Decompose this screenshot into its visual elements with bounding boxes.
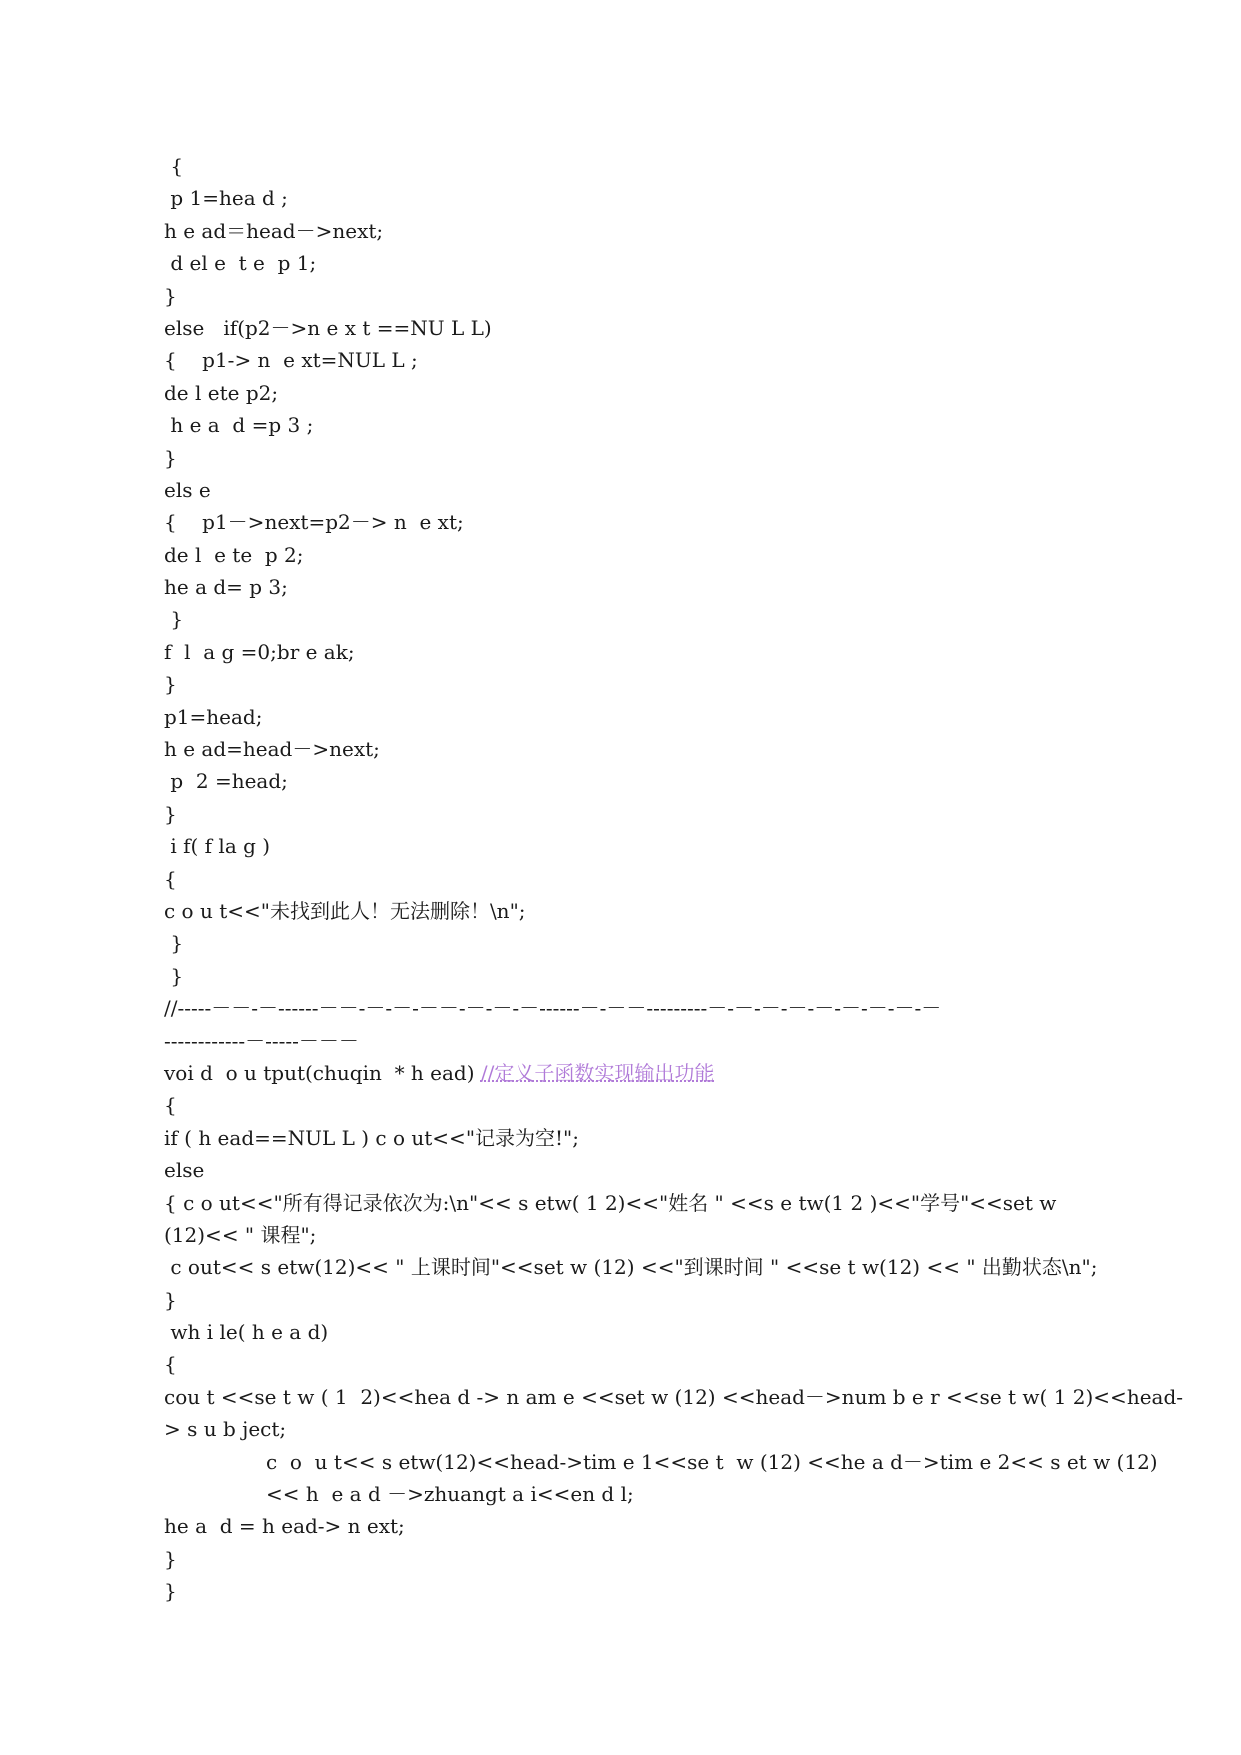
code-listing [164, 150, 1184, 1608]
code-line: { p1-> n e xt=NUL L ; [164, 348, 418, 373]
function-signature: voi d o u tput(chuqin * h ead) [164, 1060, 481, 1085]
code-line: { c o ut<<"所有得记录依次为:\n"<< s etw( 1 2)<<"姓名 " <<s e tw(1 2 )<<"学号"<<set w [164, 1190, 1057, 1215]
code-line: c o u t<< s etw(12)<<head->tim e 1<<se t w (12) <<he a d－>tim e 2<< s et w (12) [266, 1449, 1158, 1474]
code-line: c o u t<<"未找到此人！无法删除！\n"; [164, 898, 526, 923]
code-line: f l a g =0;br e ak; [164, 639, 355, 664]
code-line: { p1－>next=p2－> n e xt; [164, 510, 464, 535]
code-line: } [164, 445, 177, 470]
code-line: h e a d =p 3 ; [164, 413, 314, 438]
code-line: } [164, 1287, 177, 1312]
code-line: { [164, 866, 177, 891]
code-line: he a d = h ead-> n ext; [164, 1514, 405, 1539]
code-line: if ( h ead==NUL L ) c o ut<<"记录为空!"; [164, 1125, 579, 1150]
code-line: } [164, 801, 177, 826]
code-line: else if(p2－>n e x t ==NU L L) [164, 315, 492, 340]
code-line: i f( f la g ) [164, 834, 271, 859]
code-line: } [164, 672, 177, 697]
code-line: h e ad=head－>next; [164, 737, 380, 762]
code-line: } [164, 963, 184, 988]
code-line: de l e te p 2; [164, 542, 304, 567]
code-line: de l ete p2; [164, 380, 279, 405]
code-line: d el e t e p 1; [164, 251, 317, 276]
code-line: wh i le( h e a d) [164, 1320, 329, 1345]
code-line: { [164, 154, 184, 178]
function-signature-line [164, 1057, 1114, 1089]
code-line: else [164, 1158, 205, 1183]
code-line: p1=head; [164, 704, 263, 729]
code-line: cou t <<se t w ( 1 2)<<hea d -> n am e <<set w (12) <<head－>num b e r <<se t w( 1 2)<<head- [164, 1384, 1184, 1409]
code-line: p 2 =head; [164, 769, 288, 794]
separator-line: //-----－－-－------－－-－-－-－－-－-－-－------－-－－---------－-－-－-－-－-－-－-－-－ [164, 996, 942, 1021]
code-line: } [164, 283, 177, 308]
separator-line: ------------－-----－－－ [164, 1028, 359, 1053]
code-line: p 1=hea d ; [164, 186, 288, 211]
code-line: } [164, 1546, 177, 1571]
code-line: he a d= p 3; [164, 575, 288, 600]
code-comment: //定义子函数实现输出功能 [480, 1060, 715, 1085]
code-line: } [164, 1579, 177, 1604]
code-line: { [164, 1352, 177, 1377]
code-line: } [164, 931, 184, 956]
code-line: > s u b ject; [164, 1417, 287, 1442]
code-line: } [164, 607, 184, 632]
code-line: c out<< s etw(12)<< " 上课时间"<<set w (12) <<"到课时间 " <<se t w(12) << " 出勤状态\n"; [164, 1255, 1098, 1280]
code-line: { [164, 1093, 177, 1118]
code-line: h e ad＝head－>next; [164, 218, 384, 243]
code-line: (12)<< " 课程"; [164, 1222, 317, 1247]
code-line: els e [164, 477, 211, 502]
code-line: << h e a d －>zhuangt a i<<en d l; [266, 1482, 634, 1507]
